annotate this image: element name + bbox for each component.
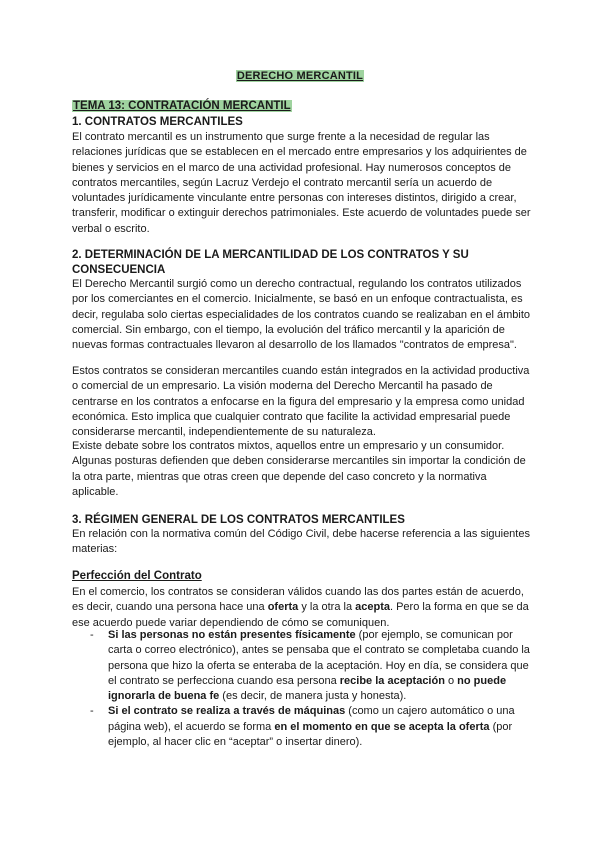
section-3-heading: 3. RÉGIMEN GENERAL DE LOS CONTRATOS MERCANTILES bbox=[72, 514, 405, 526]
section-1-paragraph: El contrato mercantil es un instrumento que surge frente a la necesidad de regular las relaciones jurídicas que se establecen en el mercado entre empresarios y los adquirientes de bienes y servicios en el marco de una actividad profesional. Hay numerosos conceptos de contratos mercantiles, según Lacruz Verdejo el contrato mercantil sería un acuerdo de voluntades jurídicamente vinculante entre personas con intereses distintos, dirigido a crear, transferir, modificar o extinguir derechos patrimoniales. Este acuerdo de voluntades puede ser verbal o escrito. bbox=[72, 131, 531, 235]
section-2-heading: 2. DETERMINACIÓN DE LA MERCANTILIDAD DE LOS CONTRATOS Y SU CONSECUENCIA bbox=[72, 249, 469, 276]
dash-marker: - bbox=[90, 629, 94, 641]
bullet-item-not-present: - Si las personas no están presentes físicamente (por ejemplo, se comunican por carta o correo electrónico), antes se pensaba que el contrato se completaba cuando la persona que hizo la oferta se enteraba de la aceptación. Hoy en día, se considera que el contrato se perfecciona cuando esa persona recibe la aceptación o no puede ignorarla de buena fe (es decir, de manera justa y honesta). bbox=[90, 629, 530, 703]
section-2-paragraph-1: El Derecho Mercantil surgió como un derecho contractual, regulando los contratos utilizados por los comerciantes en el comercio. Inicialmente, se basó en un enfoque contractualista, es decir, regulaba solo ciertas especialidades de los contratos cuando se realizaban en el ámbito comercial. Sin embargo, con el tiempo, la evolución del tráfico mercantil y la aparición de nuevas formas contractuales llevaron al desarrollo de los llamados "contratos de empresa". bbox=[72, 278, 531, 352]
tema-heading: TEMA 13: CONTRATACIÓN MERCANTIL bbox=[73, 100, 291, 112]
section-2-paragraph-2: Estos contratos se consideran mercantiles cuando están integrados en la actividad productiva o comercial de un empresario. La visión moderna del Derecho Mercantil ha pasado de centrarse en los contratos a enfocarse en la figura del empresario y la empresa como unidad económica. Esto implica que cualquier contrato que facilite la actividad empresarial puede considerarse mercantil, independientemente de su naturaleza. bbox=[72, 365, 530, 439]
section-3-paragraph: En relación con la normativa común del Código Civil, debe hacerse referencia a las siguientes materias: bbox=[72, 528, 530, 556]
section-1-heading: 1. CONTRATOS MERCANTILES bbox=[72, 116, 243, 128]
bullet-item-machines: - Si el contrato se realiza a través de máquinas (como un cajero automático o una página web), el acuerdo se forma en el momento en que se acepta la oferta (por ejemplo, al hacer clic en “aceptar” o insertar dinero). bbox=[90, 705, 515, 749]
dash-marker: - bbox=[90, 705, 94, 718]
document-title: DERECHO MERCANTIL bbox=[236, 70, 364, 82]
section-2-paragraph-3: Existe debate sobre los contratos mixtos, aquellos entre un empresario y un consumidor. Algunas posturas defienden que deben considerarse mercantiles sin importar la condición de la otra parte, mientras que otras creen que depende del caso concreto y la normativa aplicable. bbox=[72, 440, 526, 498]
perfeccion-bullet-list bbox=[72, 628, 532, 750]
subheading-perfeccion: Perfección del Contrato bbox=[72, 570, 202, 582]
perfeccion-intro: En el comercio, los contratos se consideran válidos cuando las dos partes están de acuerdo, es decir, cuando una persona hace una oferta y la otra la acepta. Pero la forma en que se da ese acuerdo puede variar dependiendo de cómo se comuniquen. bbox=[72, 586, 529, 629]
